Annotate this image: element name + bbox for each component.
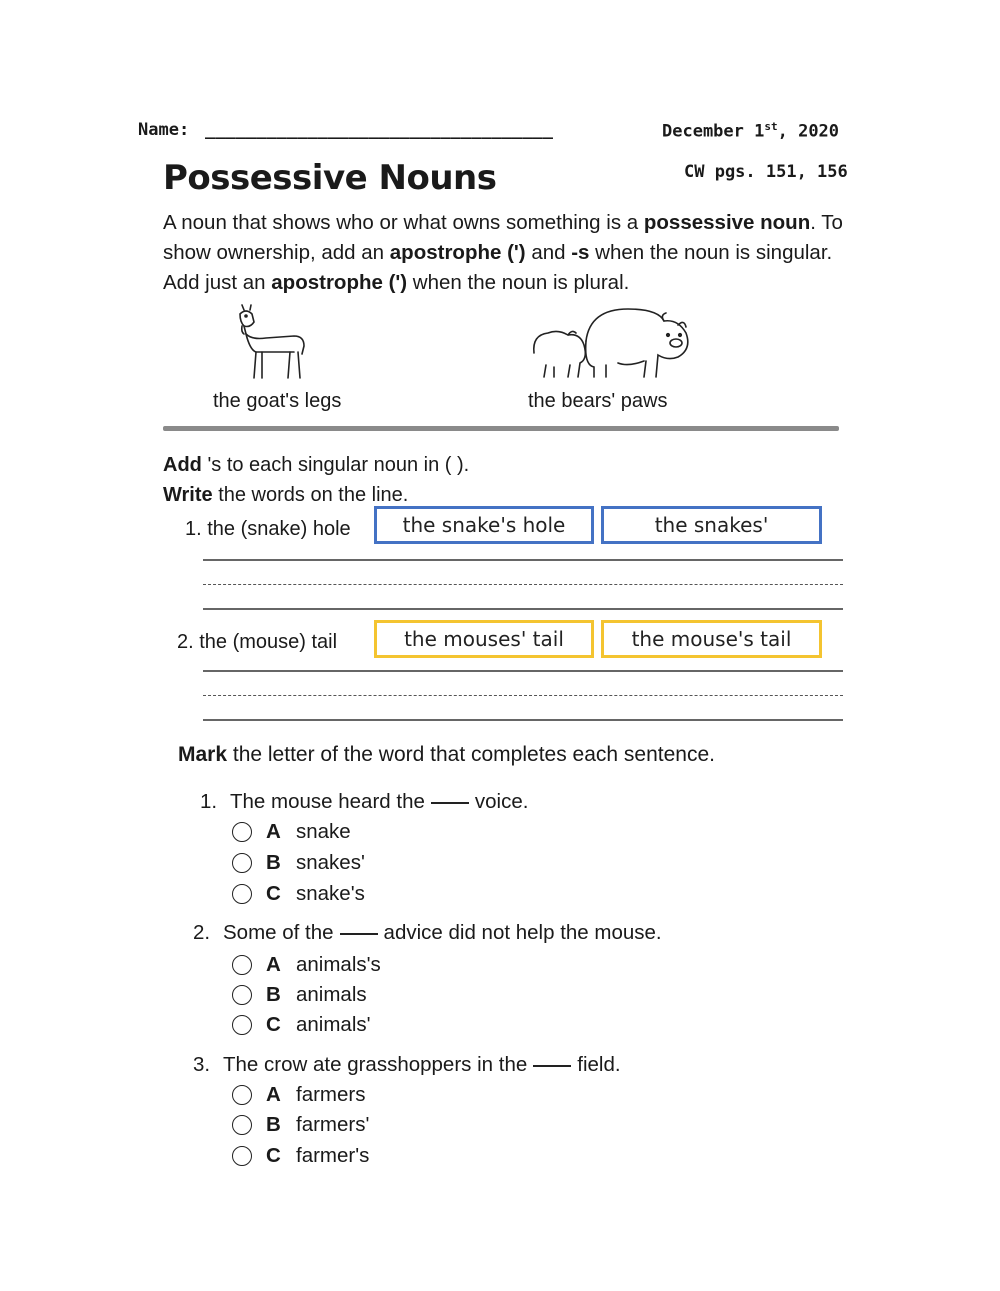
radio-button[interactable] (232, 1115, 252, 1135)
radio-button[interactable] (232, 985, 252, 1005)
writing-line-mid (203, 584, 843, 585)
pages-ref: CW pgs. 151, 156 (684, 162, 848, 182)
page-title: Possessive Nouns (163, 158, 497, 198)
question-2: 2. Some of the advice did not help the mouse. (193, 921, 662, 944)
question-1: 1. The mouse heard the voice. (200, 790, 529, 813)
date-text: December 1 (662, 121, 765, 142)
bears-icon (528, 305, 693, 383)
section-divider (163, 426, 839, 431)
item-2-label: 2. the (mouse) tail (177, 631, 338, 653)
example-caption-goat: the goat's legs (213, 390, 342, 412)
radio-button[interactable] (232, 1146, 252, 1166)
section2-instructions: Mark the letter of the word that completes each sentence. (178, 743, 715, 766)
radio-button[interactable] (232, 1085, 252, 1105)
answer-blank (340, 933, 378, 935)
question-1-option-c[interactable]: C snake's (232, 882, 365, 906)
radio-button[interactable] (232, 955, 252, 975)
goat-icon (232, 304, 312, 384)
writing-line-bottom (203, 608, 843, 610)
writing-line-bottom (203, 719, 843, 721)
example-caption-bears: the bears' paws (528, 390, 668, 412)
question-3: 3. The crow ate grasshoppers in the field. (193, 1053, 621, 1076)
item-2-choice-a[interactable]: the mouses' tail (374, 620, 594, 658)
writing-line-top (203, 559, 843, 561)
answer-blank (533, 1065, 571, 1067)
item-1-choice-a[interactable]: the snake's hole (374, 506, 594, 544)
radio-button[interactable] (232, 884, 252, 904)
date (662, 120, 839, 142)
intro-paragraph: A noun that shows who or what owns something is a possessive noun. To show ownership, add an apostrophe (') and -s when the noun is singular. Add just an apostrophe (') when the noun is plural. (163, 211, 843, 294)
name-line[interactable]: __________________________________ (205, 120, 553, 140)
question-3-option-c[interactable]: C farmer's (232, 1144, 369, 1168)
writing-line-top (203, 670, 843, 672)
question-1-option-b[interactable]: B snakes' (232, 851, 365, 875)
question-1-option-a[interactable]: A snake (232, 820, 351, 844)
question-3-option-a[interactable]: A farmers (232, 1083, 365, 1107)
section1-instructions: Add 's to each singular noun in ( ). Write the words on the line. (163, 454, 470, 506)
question-2-option-a[interactable]: A animals's (232, 953, 381, 977)
radio-button[interactable] (232, 853, 252, 873)
question-2-option-c[interactable]: C animals' (232, 1013, 371, 1037)
question-3-option-b[interactable]: B farmers' (232, 1113, 369, 1137)
item-1-label: 1. the (snake) hole (185, 518, 351, 540)
date-year: , 2020 (777, 121, 840, 142)
item-2-choice-b[interactable]: the mouse's tail (601, 620, 822, 658)
question-2-option-b[interactable]: B animals (232, 983, 367, 1007)
writing-line-mid (203, 695, 843, 696)
radio-button[interactable] (232, 822, 252, 842)
name-label: Name: (138, 120, 190, 140)
date-sup: st (764, 120, 778, 133)
item-1-choice-b[interactable]: the snakes' (601, 506, 822, 544)
radio-button[interactable] (232, 1015, 252, 1035)
answer-blank (431, 802, 469, 804)
